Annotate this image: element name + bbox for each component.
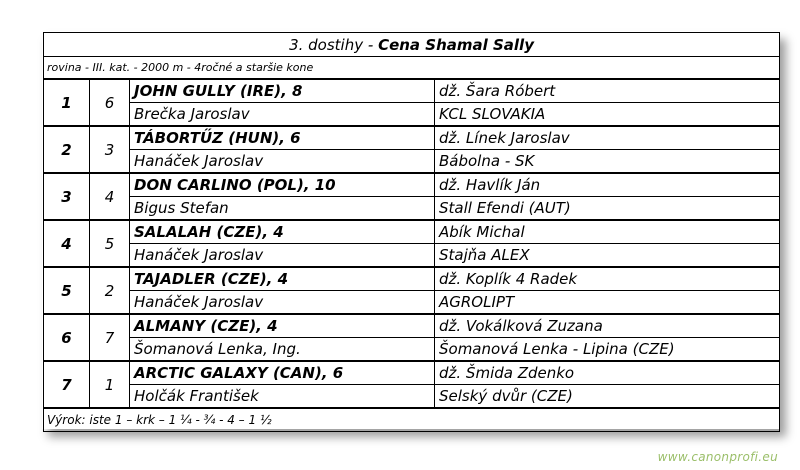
race-conditions: rovina - III. kat. - 2000 m - 4ročné a staršie kone <box>44 57 780 80</box>
trainer-name: Holčák František <box>130 385 435 409</box>
start-number-value: 2 <box>104 281 115 300</box>
result-row-detail <box>44 244 780 268</box>
horse-name: TÁBORTŰZ (HUN), 6 <box>130 126 435 150</box>
place-number: 1 <box>44 79 90 126</box>
jockey-name: dž. Šara Róbert <box>435 79 780 103</box>
jockey-name: dž. Šmida Zdenko <box>435 361 780 385</box>
trainer-name: Brečka Jaroslav <box>130 103 435 127</box>
horse-name: JOHN GULLY (IRE), 8 <box>130 79 435 103</box>
race-margins: Výrok: iste 1 – krk – 1 ¼ - ¾ - 4 – 1 ½ <box>44 408 780 432</box>
trainer-name: Hanáček Jaroslav <box>130 291 435 315</box>
start-number-value: 3 <box>104 140 115 159</box>
result-row <box>44 267 780 291</box>
horse-name: ARCTIC GALAXY (CAN), 6 <box>130 361 435 385</box>
result-row-detail <box>44 197 780 221</box>
jockey-name: dž. Koplík 4 Radek <box>435 267 780 291</box>
place-number: 7 <box>44 361 90 408</box>
place-number: 4 <box>44 220 90 267</box>
jockey-name: dž. Línek Jaroslav <box>435 126 780 150</box>
result-row <box>44 173 780 197</box>
owner-name: Stajňa ALEX <box>435 244 780 268</box>
result-row <box>44 126 780 150</box>
horse-name: SALALAH (CZE), 4 <box>130 220 435 244</box>
start-number-value: 7 <box>104 328 115 347</box>
owner-name: AGROLIPT <box>435 291 780 315</box>
start-number-value: 4 <box>104 187 115 206</box>
result-row-detail <box>44 150 780 174</box>
result-row <box>44 79 780 103</box>
result-row <box>44 220 780 244</box>
start-number <box>90 220 130 267</box>
place-number: 5 <box>44 267 90 314</box>
trainer-name: Hanáček Jaroslav <box>130 150 435 174</box>
horse-name: TAJADLER (CZE), 4 <box>130 267 435 291</box>
race-title-row <box>44 33 780 57</box>
race-prefix: 3. dostihy - <box>289 35 374 54</box>
race-footer-row <box>44 408 780 432</box>
owner-name: Stall Efendi (AUT) <box>435 197 780 221</box>
horse-name: ALMANY (CZE), 4 <box>130 314 435 338</box>
trainer-name: Šomanová Lenka, Ing. <box>130 338 435 362</box>
place-number: 3 <box>44 173 90 220</box>
start-number <box>90 79 130 126</box>
trainer-name: Hanáček Jaroslav <box>130 244 435 268</box>
result-row-detail <box>44 338 780 362</box>
place-number: 6 <box>44 314 90 361</box>
start-number <box>90 314 130 361</box>
race-results-table <box>43 32 780 432</box>
race-conditions-row <box>44 57 780 80</box>
owner-name: Selský dvůr (CZE) <box>435 385 780 409</box>
start-number-value: 5 <box>104 234 115 253</box>
result-row-detail <box>44 103 780 127</box>
start-number <box>90 173 130 220</box>
start-number-value: 6 <box>104 93 115 112</box>
start-number-value: 1 <box>104 375 115 394</box>
start-number <box>90 361 130 408</box>
owner-name: Šomanová Lenka - Lipina (CZE) <box>435 338 780 362</box>
jockey-name: dž. Vokálková Zuzana <box>435 314 780 338</box>
horse-name: DON CARLINO (POL), 10 <box>130 173 435 197</box>
jockey-name: dž. Havlík Ján <box>435 173 780 197</box>
trainer-name: Bigus Stefan <box>130 197 435 221</box>
result-row-detail <box>44 291 780 315</box>
race-name: Cena Shamal Sally <box>378 35 534 54</box>
jockey-name: Abík Michal <box>435 220 780 244</box>
place-number: 2 <box>44 126 90 173</box>
start-number <box>90 267 130 314</box>
owner-name: Bábolna - SK <box>435 150 780 174</box>
result-row <box>44 361 780 385</box>
result-row-detail <box>44 385 780 409</box>
result-row <box>44 314 780 338</box>
owner-name: KCL SLOVAKIA <box>435 103 780 127</box>
start-number <box>90 126 130 173</box>
race-title <box>44 33 780 57</box>
watermark: www.canonprofi.eu <box>657 450 778 464</box>
